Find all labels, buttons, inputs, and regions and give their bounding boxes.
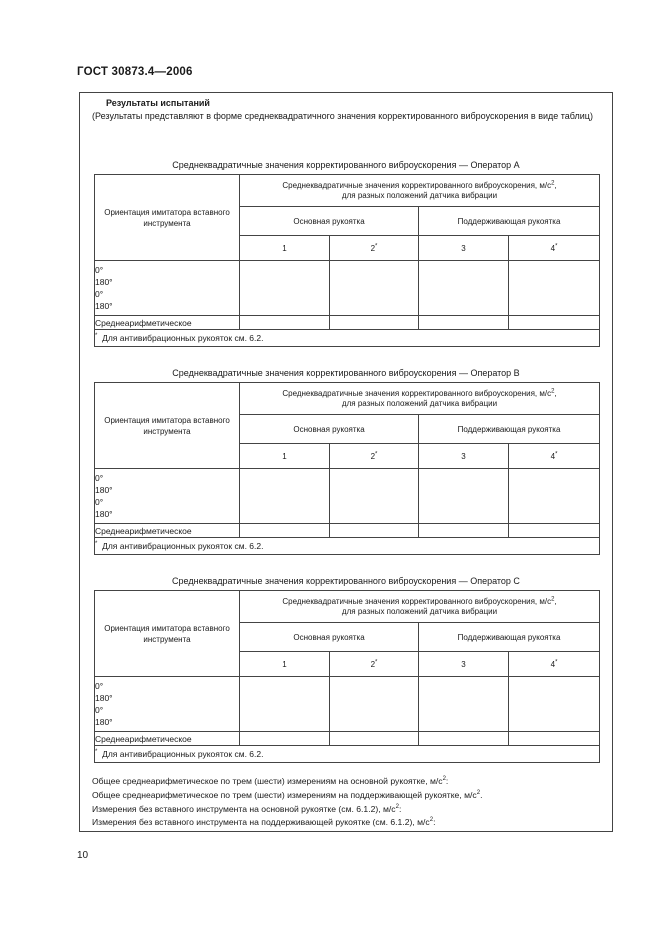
page-number: 10 (77, 850, 89, 861)
document-code: ГОСТ 30873.4—2006 (77, 66, 193, 78)
average-cell (419, 524, 509, 538)
table-caption-operator-c: Среднеквадратичные значения корректированного виброускорения — Оператор С (172, 576, 520, 586)
orientation-angles (95, 677, 240, 732)
position-4-header: 4* (509, 236, 600, 261)
orientation-header: Ориентация имитатора вставного инструмента (95, 175, 240, 261)
main-handle-header: Основная рукоятка (240, 415, 419, 444)
support-handle-header: Поддерживающая рукоятка (419, 207, 600, 236)
value-cell (240, 677, 330, 732)
average-label: Среднеарифметическое (95, 316, 240, 330)
position-2-header: 2* (330, 444, 419, 469)
angle-value: 180° (95, 301, 113, 311)
position-4-header: 4* (509, 444, 600, 469)
value-cell (419, 469, 509, 524)
orientation-header: Ориентация имитатора вставного инструмента (95, 383, 240, 469)
main-handle-header: Основная рукоятка (240, 623, 419, 652)
position-2-header: 2* (330, 652, 419, 677)
summary-line-main-handle: Общее среднеарифметическое по трем (шести) измерениям на основной рукоятке, $м/с^2$: (92, 776, 449, 786)
main-handle-header: Основная рукоятка (240, 207, 419, 236)
summary-block (92, 775, 482, 830)
value-cell (419, 677, 509, 732)
summary-line-no-tool-support: Измерения без вставного инструмента на поддерживающей рукоятке (см. 6.1.2), $м/с^2$: (92, 817, 436, 828)
table-footnote: * Для антивибрационных рукояток см. 6.2. (95, 330, 600, 347)
angle-value: 0° (95, 705, 104, 715)
table-caption-operator-a: Среднеквадратичные значения корректированного виброускорения — Оператор А (172, 160, 520, 170)
value-cell (509, 469, 600, 524)
average-cell (330, 524, 419, 538)
angle-value: 0° (95, 473, 104, 483)
section-description: (Результаты представляют в форме среднеквадратичного значения корректированного виброускорения в виде таблиц) (92, 111, 593, 121)
average-label: Среднеарифметическое (95, 732, 240, 746)
average-cell (509, 524, 600, 538)
values-header: Среднеквадратичные значения корректированного виброускорения, $м/с^2$, для разных положений датчика вибрации (240, 383, 600, 415)
angle-value: 0° (95, 265, 104, 275)
angle-value: 0° (95, 497, 104, 507)
position-1-header: 1 (240, 236, 330, 261)
values-header: Среднеквадратичные значения корректированного виброускорения, $м/с^2$, для разных положений датчика вибрации (240, 591, 600, 623)
table-footnote: * Для антивибрационных рукояток см. 6.2. (95, 746, 600, 763)
results-table-operator-a (94, 174, 600, 347)
results-table-operator-b (94, 382, 600, 555)
angle-value: 0° (95, 681, 104, 691)
angle-value: 180° (95, 717, 113, 727)
angle-value: 180° (95, 509, 113, 519)
position-4-header: 4* (509, 652, 600, 677)
value-cell (330, 261, 419, 316)
value-cell (240, 261, 330, 316)
position-3-header: 3 (419, 652, 509, 677)
value-cell (330, 469, 419, 524)
position-3-header: 3 (419, 236, 509, 261)
average-cell (509, 732, 600, 746)
average-cell (240, 732, 330, 746)
value-cell (240, 469, 330, 524)
position-1-header: 1 (240, 652, 330, 677)
angle-value: 180° (95, 485, 113, 495)
summary-line-no-tool-main: Измерения без вставного инструмента на основной рукоятке (см. 6.1.2), $м/с^2$: (92, 803, 402, 814)
results-table-operator-c (94, 590, 600, 763)
average-label: Среднеарифметическое (95, 524, 240, 538)
average-cell (240, 316, 330, 330)
values-header: Среднеквадратичные значения корректированного виброускорения, $м/с^2$, для разных положений датчика вибрации (240, 175, 600, 207)
results-frame (79, 92, 613, 832)
table-caption-operator-b: Среднеквадратичные значения корректированного виброускорения — Оператор В (172, 368, 520, 378)
average-cell (240, 524, 330, 538)
table-footnote: * Для антивибрационных рукояток см. 6.2. (95, 538, 600, 555)
angle-value: 180° (95, 693, 113, 703)
average-cell (509, 316, 600, 330)
summary-line-support-handle: Общее среднеарифметическое по трем (шести) измерениям на поддерживающей рукоятке, $м/с^2$. (92, 789, 483, 800)
position-3-header: 3 (419, 444, 509, 469)
angle-value: 180° (95, 277, 113, 287)
value-cell (419, 261, 509, 316)
support-handle-header: Поддерживающая рукоятка (419, 415, 600, 444)
average-cell (330, 316, 419, 330)
value-cell (509, 261, 600, 316)
orientation-angles (95, 469, 240, 524)
section-title: Результаты испытаний (106, 98, 210, 108)
value-cell (330, 677, 419, 732)
orientation-angles (95, 261, 240, 316)
position-1-header: 1 (240, 444, 330, 469)
value-cell (509, 677, 600, 732)
average-cell (419, 732, 509, 746)
average-cell (330, 732, 419, 746)
average-cell (419, 316, 509, 330)
angle-value: 0° (95, 289, 104, 299)
orientation-header: Ориентация имитатора вставного инструмента (95, 591, 240, 677)
position-2-header: 2* (330, 236, 419, 261)
support-handle-header: Поддерживающая рукоятка (419, 623, 600, 652)
